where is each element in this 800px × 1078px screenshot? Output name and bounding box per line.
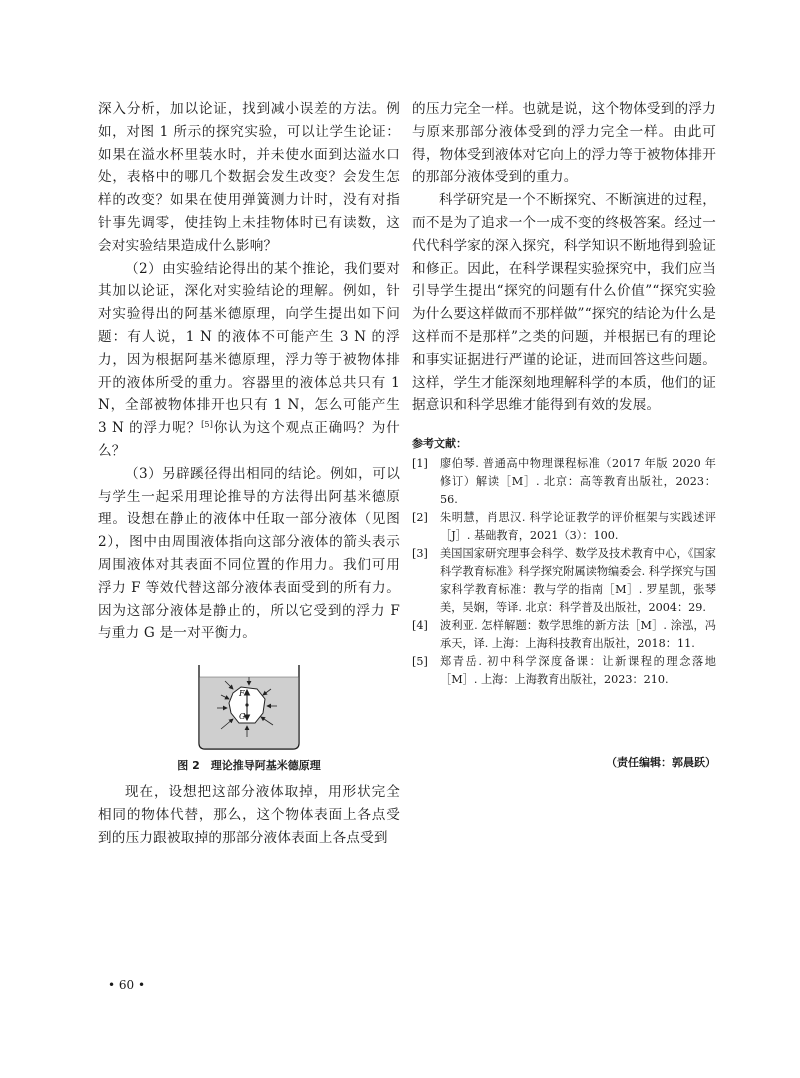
left-paragraph-2 [98, 258, 400, 463]
reference-number: [2] [412, 511, 428, 525]
label-g: G [239, 712, 246, 722]
reference-text: 郑青岳. 初中科学深度备课：让新课程的理念落地［M］. 上海：上海教育出版社，2023：210. [440, 655, 716, 687]
reference-item [412, 653, 716, 689]
reference-number: [1] [412, 457, 428, 471]
reference-text: 朱明慧，肖思汉. 科学论证教学的评价框架与实践述评［J］. 基础教育，2021（3）：100. [440, 511, 716, 543]
citation-5: [5] [201, 420, 214, 430]
figure-caption: 图 2 理论推导阿基米德原理 [177, 759, 321, 773]
right-paragraph-1: 的压力完全一样。也就是说，这个物体受到的浮力与原来那部分液体受到的浮力完全一样。由此可得，物体受到液体对它向上的浮力等于被物体排开的那部分液体受到的重力。 [412, 101, 716, 186]
figure-2 [98, 663, 400, 773]
left-paragraph-3: （3）另辟蹊径得出相同的结论。例如，可以与学生一起采用理论推导的方法得出阿基米德原理。设想在静止的液体中任取一部分液体（见图 2），图中由周围液体指向这部分液体的箭头表示周围液体对其表面不同位置的作用力。我们可用浮力 F 等效代替这部分液体表面受到的所有力。因为这部分液体是静止的，所以它受到的浮力 F 与重力 G 是一对平衡力。 [98, 465, 400, 642]
page-number: • 60 • [108, 978, 146, 992]
references-list [412, 455, 716, 689]
reference-item [412, 617, 716, 653]
right-paragraph-2: 科学研究是一个不断探究、不断演进的过程，而不是为了追求一个一成不变的终极答案。经过一代代科学家的深入探究，科学知识不断地得到验证和修正。因此，在科学课程实验探究中，我们应当引导学生提出“探究的问题有什么价值”“探究实验为什么要这样做而不那样做”“探究的结论为什么是这样而不是那样”之类的问题，并根据已有的理论和事实证据进行严谨的论证，进而回答这些问题。这样，学生才能深刻地理解科学的本质，他们的证据意识和科学思维才能得到有效的发展。 [412, 192, 716, 414]
reference-text: 廖伯琴. 普通高中物理课程标准（2017 年版 2020 年修订）解读［M］. 北京：高等教育出版社，2023：56. [440, 457, 716, 507]
reference-number: [5] [412, 655, 428, 669]
left-paragraph-1: 深入分析，加以论证，找到减小误差的方法。例如，对图 1 所示的探究实验，可以让学生论证：如果在溢水杯里装水时，并未使水面到达溢水口处，表格中的哪几个数据会发生改变？会发生怎样的改变？如果在使用弹簧测力计时，没有对指针事先调零，使挂钩上未挂物体时已有读数，这会对实验结果造成什么影响？ [98, 101, 400, 254]
label-f: F [239, 689, 245, 699]
references-title: 参考文献： [412, 437, 467, 451]
reference-number: [3] [412, 547, 428, 561]
reference-text: 波利亚. 怎样解题：数学思维的新方法［M］. 涂泓，冯承天，译. 上海：上海科技教育出版社，2018：11. [440, 619, 716, 651]
reference-text: 美国国家研究理事会科学、数学及技术教育中心，《国家科学教育标准》科学探究附属读物编委会. 科学探究与国家科学教育标准：教与学的指南［M］. 罗星凯，张琴美，吴娴，等译. 北京：科学普及出版社，2004：29. [440, 547, 716, 615]
reference-item [412, 509, 716, 545]
left-column [98, 98, 400, 850]
left-paragraph-2-tail: 你认为这个观点正确吗？为什么？ [98, 420, 400, 459]
reference-item [412, 455, 716, 509]
right-column [412, 98, 716, 689]
left-paragraph-2-text: （2）由实验结论得出的某个推论，我们要对其加以论证，深化对实验结论的理解。例如，针对实验得出的阿基米德原理，向学生提出如下问题：有人说，1 N 的液体不可能产生 3 N 的浮力，因为根据阿基米德原理，浮力等于被物体排开的液体所受的重力。容器里的液体总共只有 1 N，全部被物体排开也只有 1 N，怎么可能产生 3 N 的浮力呢？ [98, 260, 400, 437]
reference-item [412, 545, 716, 617]
left-paragraph-4: 现在，设想把这部分液体取掉，用形状完全相同的物体代替，那么，这个物体表面上各点受到的压力跟被取掉的那部分液体表面上各点受到 [98, 784, 400, 846]
reference-number: [4] [412, 619, 428, 633]
figure-2-diagram [195, 663, 303, 751]
responsible-editor: （责任编辑：郭晨跃） [606, 756, 716, 769]
